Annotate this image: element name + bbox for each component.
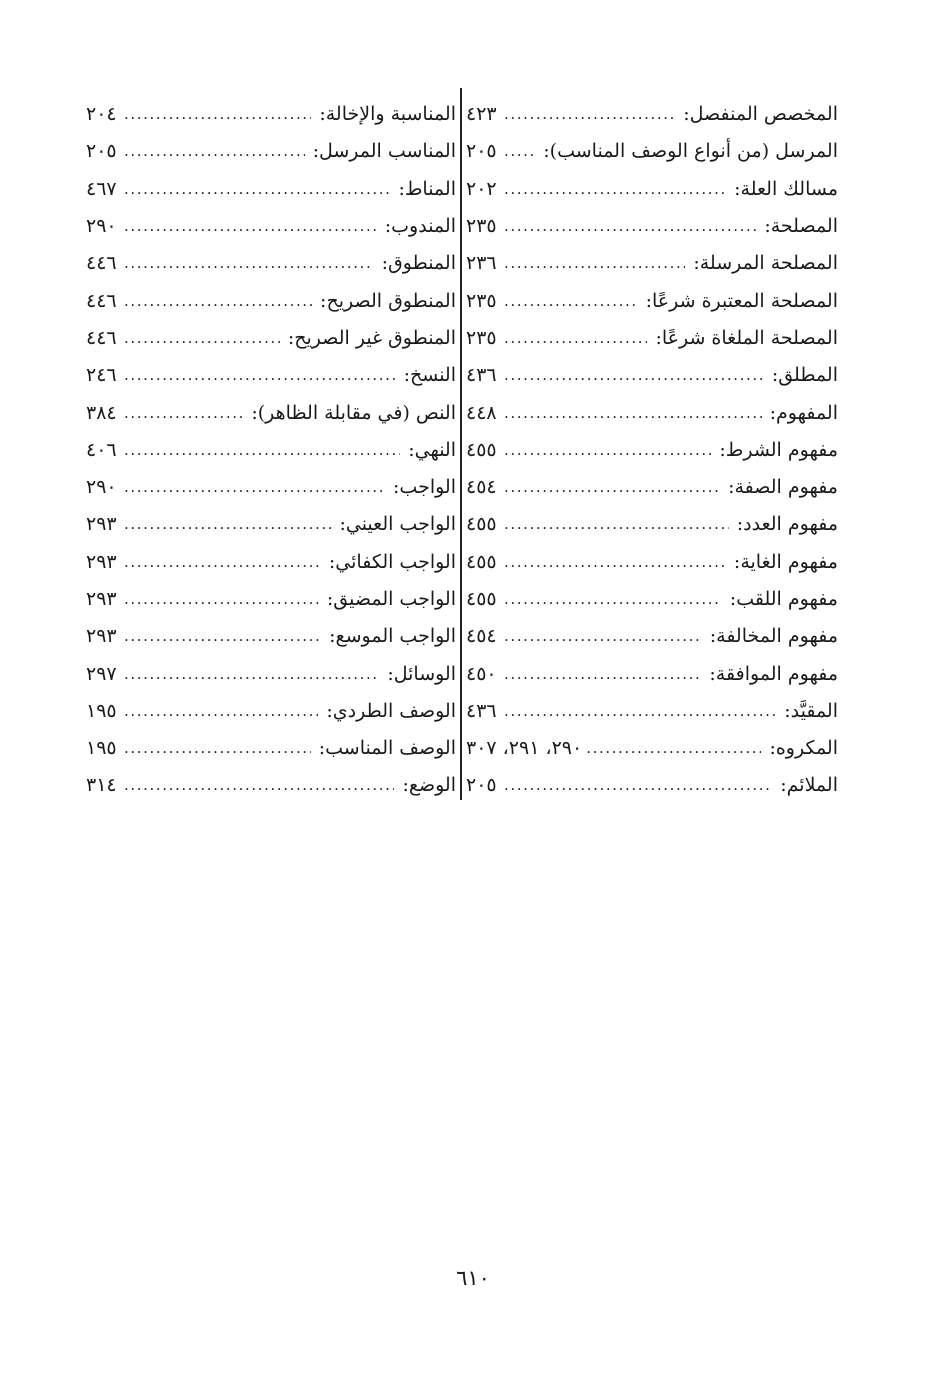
index-term: الواجب الموسع: (329, 625, 456, 648)
index-page-ref: ٢٩٧ (86, 662, 117, 685)
index-entry (466, 730, 838, 767)
index-entry (86, 245, 456, 282)
index-entry (466, 655, 838, 692)
dot-leader (124, 144, 305, 159)
dot-leader (586, 741, 761, 756)
index-page-ref: ٤٣٦ (466, 699, 497, 722)
index-page-ref: ٣١٤ (86, 774, 117, 797)
index-entry (86, 767, 456, 804)
index-table (86, 88, 846, 800)
index-term: مفهوم اللقب: (729, 588, 838, 610)
column-divider (460, 88, 462, 800)
index-page-ref: ٢٩٣ (86, 513, 117, 536)
index-entry (466, 96, 838, 133)
dot-leader (124, 294, 312, 309)
index-page-ref: ٢٩٠ (86, 215, 117, 238)
index-entry (86, 208, 456, 245)
dot-leader (504, 256, 685, 271)
index-page-ref: ١٩٥ (86, 699, 117, 722)
dot-leader (504, 107, 675, 122)
index-page-ref: ٤٤٨ (466, 401, 497, 424)
dot-leader (504, 667, 701, 682)
index-entry (466, 208, 838, 245)
index-term: المصلحة الملغاة شرعًا: (655, 326, 838, 349)
index-term: المرسل (من أنواع الوصف المناسب): (543, 140, 838, 163)
dot-leader (124, 406, 243, 421)
index-page-ref: ٤٥٥ (466, 513, 497, 536)
dot-leader (504, 294, 638, 309)
index-page-ref: ٢٤٦ (86, 364, 117, 387)
dot-leader (504, 406, 762, 421)
index-column-right (466, 96, 838, 805)
index-entry (466, 693, 838, 730)
index-term: المفهوم: (769, 401, 838, 424)
index-page-ref: ٢٩٣ (86, 550, 117, 573)
dot-leader (504, 704, 776, 719)
index-column-left (86, 96, 456, 805)
index-page-ref: ٤٦٧ (86, 177, 117, 200)
dot-leader (504, 331, 647, 346)
index-page-ref: ٤٥٠ (466, 662, 497, 685)
dot-leader (124, 517, 331, 532)
index-term: الواجب العيني: (339, 513, 456, 536)
index-entry (86, 432, 456, 469)
index-term: النص (في مقابلة الظاهر): (251, 401, 456, 424)
dot-leader (124, 219, 377, 234)
index-entry (466, 506, 838, 543)
dot-leader (504, 368, 764, 383)
index-entry (466, 394, 838, 431)
index-entry (466, 282, 838, 319)
index-entry (86, 133, 456, 170)
index-term: المناط: (398, 177, 456, 200)
dot-leader (504, 555, 726, 570)
index-term: المنطوق الصريح: (320, 289, 456, 312)
dot-leader (124, 629, 321, 644)
index-term: مفهوم العدد: (736, 513, 838, 536)
dot-leader (124, 592, 319, 607)
index-entry (86, 618, 456, 655)
index-term: المصلحة: (764, 215, 838, 238)
index-page-ref: ٢٠٥ (466, 774, 497, 797)
index-term: المناسب المرسل: (312, 140, 456, 163)
index-term: الوصف المناسب: (318, 737, 456, 760)
index-page-ref: ٢٣٦ (466, 252, 497, 275)
index-entry (86, 693, 456, 730)
index-entry (86, 469, 456, 506)
index-term: المصلحة المرسلة: (693, 252, 838, 275)
index-term: الواجب المضيق: (326, 588, 456, 610)
index-term: النسخ: (403, 364, 456, 387)
index-term: المندوب: (384, 215, 456, 238)
index-entry (466, 133, 838, 170)
index-term: الوصف الطردي: (326, 699, 456, 722)
index-term: الملائم: (780, 774, 838, 797)
dot-leader (504, 182, 726, 197)
index-term: المقيَّد: (784, 699, 838, 722)
index-entry (86, 282, 456, 319)
index-term: المكروه: (769, 737, 838, 760)
index-entry (86, 357, 456, 394)
index-page-ref: ٣٨٤ (86, 401, 117, 424)
dot-leader (124, 667, 379, 682)
dot-leader (504, 219, 756, 234)
index-term: مفهوم الشرط: (719, 438, 838, 461)
index-page-ref: ٢٣٥ (466, 215, 497, 238)
index-entry (466, 320, 838, 357)
dot-leader (124, 741, 311, 756)
index-entry (466, 469, 838, 506)
dot-leader (124, 555, 321, 570)
index-entry (466, 245, 838, 282)
index-page-ref: ٤٤٦ (86, 326, 117, 349)
index-page-ref: ٢٠٤ (86, 103, 117, 126)
index-term: المصلحة المعتبرة شرعًا: (645, 289, 838, 312)
index-term: المنطوق: (381, 252, 456, 275)
index-term: الواجب: (393, 476, 456, 499)
index-entry (466, 618, 838, 655)
dot-leader (124, 778, 394, 793)
dot-leader (504, 144, 535, 159)
index-entry (466, 544, 838, 581)
index-page-ref: ٢٠٥ (86, 140, 117, 163)
dot-leader (504, 592, 722, 607)
index-entry (466, 432, 838, 469)
dot-leader (504, 517, 729, 532)
index-page-ref: ٤٤٦ (86, 289, 117, 312)
index-term: مسالك العلة: (734, 177, 838, 200)
index-term: الواجب الكفائي: (328, 550, 456, 573)
index-page-ref: ٤٣٦ (466, 364, 497, 387)
index-page-ref: ٤٢٣ (466, 103, 497, 126)
index-entry (86, 506, 456, 543)
index-term: مفهوم الصفة: (728, 476, 838, 499)
index-entry (466, 171, 838, 208)
index-page-ref: ٢٣٥ (466, 326, 497, 349)
index-page-ref: ٤٤٦ (86, 252, 117, 275)
index-entry (466, 581, 838, 618)
dot-leader (124, 107, 311, 122)
dot-leader (124, 368, 396, 383)
index-term: مفهوم المخالفة: (709, 625, 838, 648)
index-term: المناسبة والإخالة: (319, 103, 456, 126)
index-page-ref: ٢٣٥ (466, 289, 497, 312)
index-term: النهي: (408, 438, 456, 461)
index-page-ref: ٤٥٥ (466, 588, 497, 610)
index-entry (86, 544, 456, 581)
index-term: الوسائل: (387, 662, 456, 685)
index-term: المخصص المنفصل: (683, 103, 838, 126)
dot-leader (504, 629, 702, 644)
dot-leader (124, 331, 280, 346)
index-page-ref: ٢٠٥ (466, 140, 497, 163)
dot-leader (124, 182, 390, 197)
index-page-ref: ٢٩٣ (86, 625, 117, 648)
index-page-ref: ٤٥٤ (466, 476, 497, 499)
dot-leader (124, 704, 318, 719)
index-page-ref: ٢٩٣ (86, 588, 117, 610)
index-entry (86, 96, 456, 133)
index-entry (86, 730, 456, 767)
index-page-ref: ٢٩٠، ٢٩١، ٣٠٧ (466, 737, 583, 760)
index-entry (86, 320, 456, 357)
index-entry (86, 394, 456, 431)
index-entry (86, 655, 456, 692)
index-page-ref: ٤٥٥ (466, 550, 497, 573)
index-term: مفهوم الغاية: (733, 550, 838, 573)
dot-leader (124, 443, 400, 458)
dot-leader (124, 480, 385, 495)
index-term: الوضع: (402, 774, 456, 797)
dot-leader (504, 480, 720, 495)
index-page-ref: ٢٠٢ (466, 177, 497, 200)
index-entry (86, 171, 456, 208)
dot-leader (504, 443, 711, 458)
index-entry (466, 767, 838, 804)
index-term: المنطوق غير الصريح: (287, 326, 456, 349)
index-page-ref: ٢٩٠ (86, 476, 117, 499)
index-entry (86, 581, 456, 618)
index-page-ref: ٤٥٤ (466, 625, 497, 648)
index-page-ref: ٤٥٥ (466, 438, 497, 461)
index-page-ref: ١٩٥ (86, 737, 117, 760)
index-entry (466, 357, 838, 394)
index-term: مفهوم الموافقة: (709, 662, 838, 685)
dot-leader (124, 256, 374, 271)
dot-leader (504, 778, 772, 793)
index-page-ref: ٤٠٦ (86, 438, 117, 461)
page-number: ٦١٠ (456, 1266, 490, 1290)
index-term: المطلق: (771, 364, 838, 387)
